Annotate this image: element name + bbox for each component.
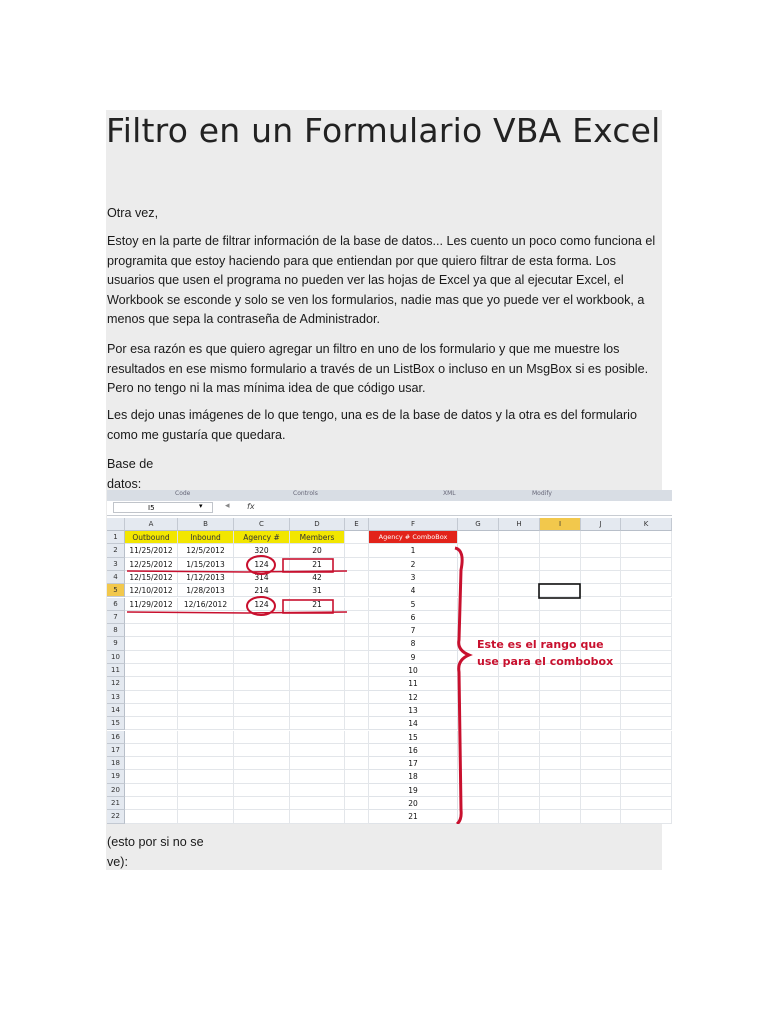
header-cell: Inbound bbox=[178, 531, 234, 544]
combo-value-cell: 20 bbox=[369, 797, 458, 810]
combo-value-cell: 9 bbox=[369, 651, 458, 664]
row-header: 22 bbox=[107, 810, 125, 823]
row-header: 17 bbox=[107, 744, 125, 757]
data-cell: 214 bbox=[234, 584, 290, 597]
data-cell: 21 bbox=[290, 598, 345, 611]
data-cell: 12/10/2012 bbox=[125, 584, 178, 597]
row-header: 14 bbox=[107, 704, 125, 717]
box-members-row-3 bbox=[283, 559, 333, 572]
data-cell: 11/25/2012 bbox=[125, 544, 178, 557]
combo-value-cell: 10 bbox=[369, 664, 458, 677]
column-header-e: E bbox=[345, 518, 369, 531]
column-header-b: B bbox=[178, 518, 234, 531]
data-cell: 1/28/2013 bbox=[178, 584, 234, 597]
paragraph-request: Por esa razón es que quiero agregar un filtro en uno de los formulario y que me muestre los resultados en ese mismo formulario a través de un ListBox o incluso en un MsgBox si es posible. Pero no tengo ni la mas mínima idea de que código usar. bbox=[107, 342, 649, 395]
row-header: 6 bbox=[107, 598, 125, 611]
row-header: 2 bbox=[107, 544, 125, 557]
formula-buttons-icon: ◂ bbox=[225, 501, 230, 511]
combobox-annotation: Este es el rango que use para el combobox bbox=[477, 638, 614, 668]
column-header-a: A bbox=[125, 518, 178, 531]
row-header: 10 bbox=[107, 651, 125, 664]
combo-value-cell: 3 bbox=[369, 571, 458, 584]
column-header-d: D bbox=[290, 518, 345, 531]
combo-value-cell: 16 bbox=[369, 744, 458, 757]
paragraph-greeting: Otra vez, bbox=[107, 206, 159, 220]
data-cell: 1/12/2013 bbox=[178, 571, 234, 584]
chevron-down-icon: ▾ bbox=[199, 502, 203, 510]
data-cell: 124 bbox=[234, 598, 290, 611]
column-header-h: H bbox=[499, 518, 540, 531]
data-cell: 12/25/2012 bbox=[125, 558, 178, 571]
row-header: 20 bbox=[107, 784, 125, 797]
row-header: 16 bbox=[107, 731, 125, 744]
combo-value-cell: 7 bbox=[369, 624, 458, 637]
paragraph-context: Estoy en la parte de filtrar información de la base de datos... Les cuento un poco como funciona el programita que estoy haciendo para que entiendan por que quiero filtrar de esta forma. Los usuarios que usen el programa no pueden ver las hojas de Excel ya que al ejecutar Excel, el Workbook se esconde y solo se ven los formularios, nadie mas que yo puede ver el workbook, a menos que sepa la contraseña de Administrador. bbox=[107, 234, 656, 326]
data-cell: 1/15/2013 bbox=[178, 558, 234, 571]
row-header: 7 bbox=[107, 611, 125, 624]
combo-value-cell: 2 bbox=[369, 558, 458, 571]
data-cell: 12/5/2012 bbox=[178, 544, 234, 557]
data-cell: 31 bbox=[290, 584, 345, 597]
row-header: 3 bbox=[107, 558, 125, 571]
combo-value-cell: 18 bbox=[369, 770, 458, 783]
column-header-f: F bbox=[369, 518, 458, 531]
data-cell: 21 bbox=[290, 558, 345, 571]
column-header-j: J bbox=[581, 518, 621, 531]
data-cell: 42 bbox=[290, 571, 345, 584]
data-cell: 314 bbox=[234, 571, 290, 584]
combo-value-cell: 13 bbox=[369, 704, 458, 717]
row-header: 5 bbox=[107, 584, 125, 597]
column-header-k: K bbox=[621, 518, 672, 531]
row-header: 8 bbox=[107, 624, 125, 637]
function-icon: fx bbox=[247, 502, 255, 511]
data-cell: 124 bbox=[234, 558, 290, 571]
combo-value-cell: 6 bbox=[369, 611, 458, 624]
combo-value-cell: 17 bbox=[369, 757, 458, 770]
combo-value-cell: 5 bbox=[369, 598, 458, 611]
combo-value-cell: 1 bbox=[369, 544, 458, 557]
page-title: Filtro en un Formulario VBA Excel bbox=[106, 111, 661, 150]
data-cell: 12/16/2012 bbox=[178, 598, 234, 611]
caption-fallback: (esto por si no se ve): bbox=[107, 835, 204, 869]
paragraph-images: Les dejo unas imágenes de lo que tengo, una es de la base de datos y la otra es del formulario como me gustaría que quedara. bbox=[107, 408, 637, 442]
name-box: I5 bbox=[113, 502, 213, 513]
combo-value-cell: 8 bbox=[369, 637, 458, 650]
box-members-row-6 bbox=[283, 600, 333, 613]
spreadsheet-screenshot bbox=[107, 490, 672, 824]
row-header: 11 bbox=[107, 664, 125, 677]
data-cell: 20 bbox=[290, 544, 345, 557]
column-header-g: G bbox=[458, 518, 499, 531]
header-cell: Outbound bbox=[125, 531, 178, 544]
combo-value-cell: 11 bbox=[369, 677, 458, 690]
combo-value-cell: 14 bbox=[369, 717, 458, 730]
row-header: 15 bbox=[107, 717, 125, 730]
combo-value-cell: 4 bbox=[369, 584, 458, 597]
row-header: 18 bbox=[107, 757, 125, 770]
combo-value-cell: 19 bbox=[369, 784, 458, 797]
ribbon-label-modify: Modify bbox=[532, 490, 552, 497]
row-header: 9 bbox=[107, 637, 125, 650]
row-header: 19 bbox=[107, 770, 125, 783]
row-header: 13 bbox=[107, 691, 125, 704]
combo-value-cell: 15 bbox=[369, 731, 458, 744]
data-cell: 12/15/2012 bbox=[125, 571, 178, 584]
combo-value-cell: 12 bbox=[369, 691, 458, 704]
column-header-i: I bbox=[540, 518, 581, 531]
combo-header-cell: Agency # ComboBox bbox=[369, 531, 458, 544]
header-cell: Agency # bbox=[234, 531, 290, 544]
row-header: 4 bbox=[107, 571, 125, 584]
selected-cell-outline bbox=[539, 584, 580, 598]
row-header: 1 bbox=[107, 531, 125, 544]
ribbon-label-code: Code bbox=[175, 490, 191, 497]
brace-combobox-range bbox=[455, 548, 469, 824]
data-cell: 11/29/2012 bbox=[125, 598, 178, 611]
row-header: 12 bbox=[107, 677, 125, 690]
row-header: 21 bbox=[107, 797, 125, 810]
column-header-c: C bbox=[234, 518, 290, 531]
ribbon-label-xml: XML bbox=[443, 490, 456, 497]
header-cell: Members bbox=[290, 531, 345, 544]
ribbon-label-controls: Controls bbox=[293, 490, 318, 497]
caption-database: Base de datos: bbox=[107, 457, 154, 491]
data-cell: 320 bbox=[234, 544, 290, 557]
combo-value-cell: 21 bbox=[369, 810, 458, 823]
